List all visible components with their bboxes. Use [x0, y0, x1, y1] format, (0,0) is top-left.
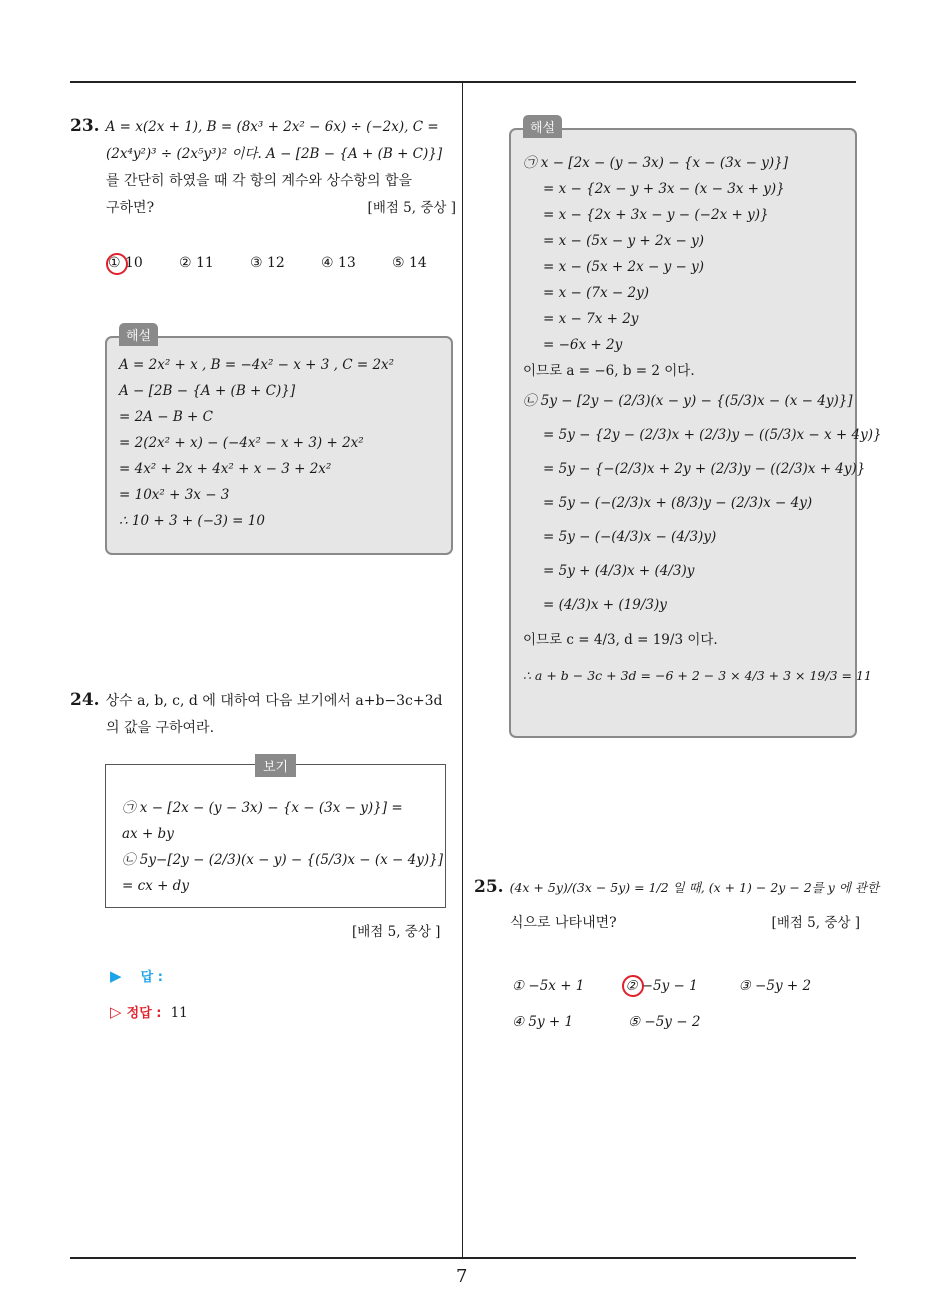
q23-solution-box [105, 336, 453, 555]
right-solution-tag: 해설 [523, 115, 562, 138]
sol-line: ㉡ 5y − [2y − (2/3)(x − y) − {(5/3)x − (x − 4y)}] [523, 393, 853, 409]
question-23 [70, 113, 456, 222]
q25-choice-5[interactable]: ⑤ −5y − 2 [628, 1014, 701, 1030]
bogi-line: = cx + dy [122, 878, 189, 894]
sol-line: 이므로 c = 4/3, d = 19/3 이다. [523, 632, 718, 648]
q23-choice-2[interactable]: ② 11 [179, 255, 214, 271]
correct-arrow-icon: ▷ [110, 1003, 122, 1021]
sol-line: ∴ a + b − 3c + 3d = −6 + 2 − 3 × 4/3 + 3 × 19/3 = 11 [523, 668, 872, 683]
sol-line: = −6x + 2y [543, 337, 623, 353]
correct-value: 11 [170, 1005, 188, 1021]
q23-choices [108, 255, 463, 271]
sol-line: = 5y − {2y − (2/3)x + (2/3)y − ((5/3)x − x + 4y)} [543, 427, 882, 443]
sol-line: = x − 7x + 2y [543, 311, 639, 327]
sol-line: = x − {2x − y + 3x − (x − 3x + y)} [543, 181, 785, 197]
q25-line-2: 식으로 나타내면? [배점 5, 중상 ] [474, 910, 860, 937]
sol-line: = x − (5x − y + 2x − y) [543, 233, 704, 249]
bogi-line: ㉠ x − [2x − (y − 3x) − {x − (3x − y)}] = [122, 800, 403, 816]
sol-line: = x − (5x + 2x − y − y) [543, 259, 704, 275]
answer-arrow-icon: ▶ [110, 967, 122, 985]
q25-choice-4[interactable]: ④ 5y + 1 [512, 1014, 574, 1030]
sol-line: = 5y − (−(4/3)x − (4/3)y) [543, 529, 717, 545]
q25-choices [512, 978, 852, 1030]
q23-line-2: (2x⁴y²)³ ÷ (2x⁵y³)² 이다. A − [2B − {A + (B + C)}] [106, 146, 443, 162]
right-solution-box [509, 128, 882, 738]
answer-mark-circle [106, 253, 128, 275]
q23-sol-line: ∴ 10 + 3 + (−3) = 10 [119, 513, 265, 529]
q23-sol-line: = 4x² + 2x + 4x² + x − 3 + 2x² [119, 461, 332, 477]
question-25-number: 25. [474, 877, 504, 897]
sol-line: = 5y + (4/3)x + (4/3)y [543, 563, 695, 579]
q25-choice-3[interactable]: ③ −5y + 2 [738, 978, 812, 994]
q24-bogi-tag: 보기 [255, 754, 296, 777]
q23-sol-line: = 2(2x² + x) − (−4x² − x + 3) + 2x² [119, 435, 364, 451]
q24-correct-row [110, 1002, 188, 1021]
q23-line-4: 구하면? [배점 5, 중상 ] [70, 195, 456, 222]
q23-choice-3[interactable]: ③ 12 [250, 255, 285, 271]
q23-sol-line: A = 2x² + x , B = −4x² − x + 3 , C = 2x² [119, 357, 395, 373]
sol-line: = (4/3)x + (19/3)y [543, 597, 667, 613]
question-23-text [70, 113, 456, 222]
q23-line-3: 를 간단히 하였을 때 각 항의 계수와 상수항의 합을 [106, 173, 413, 189]
question-25 [474, 874, 880, 937]
q23-choice-4[interactable]: ④ 13 [321, 255, 356, 271]
q24-line-2: 의 값을 구하여라. [106, 720, 215, 736]
q23-choice-1[interactable]: ① 10 [108, 255, 179, 271]
q25-line-1: 25. (4x + 5y)/(3x − 5y) = 1/2 일 때, (x + 1) − 2y − 2를 y 에 관한 [474, 877, 880, 897]
sol-line: = 5y − {−(2/3)x + 2y + (2/3)y − ((2/3)x + 4y)} [543, 461, 866, 477]
sol-line: = x − {2x + 3x − y − (−2x + y)} [543, 207, 769, 223]
question-24-number: 24. [70, 690, 100, 710]
answer-label: 답 : [140, 970, 163, 985]
q23-choice-5[interactable]: ⑤ 14 [392, 255, 427, 271]
sol-line: ㉠ x − [2x − (y − 3x) − {x − (3x − y)}] [523, 155, 789, 171]
sol-line: = 5y − (−(2/3)x + (8/3)y − (2/3)x − 4y) [543, 495, 813, 511]
bogi-line: ax + by [122, 826, 174, 842]
question-24 [70, 687, 456, 742]
q23-solution-tag: 해설 [119, 323, 158, 346]
q25-points: [배점 5, 중상 ] [771, 915, 860, 931]
bogi-line: ㉡ 5y−[2y − (2/3)(x − y) − {(5/3)x − (x − 4y)}] [122, 852, 443, 868]
q23-points: [배점 5, 중상 ] [367, 200, 456, 216]
sol-line: 이므로 a = −6, b = 2 이다. [523, 363, 695, 379]
correct-label: 정답 : [126, 1006, 162, 1021]
q25-choice-2[interactable]: ② −5y − 1 [625, 978, 738, 994]
page-number: 7 [456, 1266, 468, 1287]
q25-choice-1[interactable]: ① −5x + 1 [512, 978, 585, 994]
q24-answer-row [110, 966, 163, 985]
q24-line-1: 24. 상수 a, b, c, d 에 대하여 다음 보기에서 a+b−3c+3d [70, 690, 443, 710]
sol-line: = x − (7x − 2y) [543, 285, 649, 301]
q24-points: [배점 5, 중상 ] [352, 924, 441, 940]
question-23-number: 23. [70, 116, 100, 136]
q23-sol-line: A − [2B − {A + (B + C)}] [119, 383, 296, 399]
q23-sol-line: = 10x² + 3x − 3 [119, 487, 230, 503]
q23-sol-line: = 2A − B + C [119, 409, 213, 425]
q24-bogi-box [105, 764, 446, 908]
q23-line-1: 23. A = x(2x + 1), B = (8x³ + 2x² − 6x) ÷ (−2x), C = [70, 116, 439, 136]
